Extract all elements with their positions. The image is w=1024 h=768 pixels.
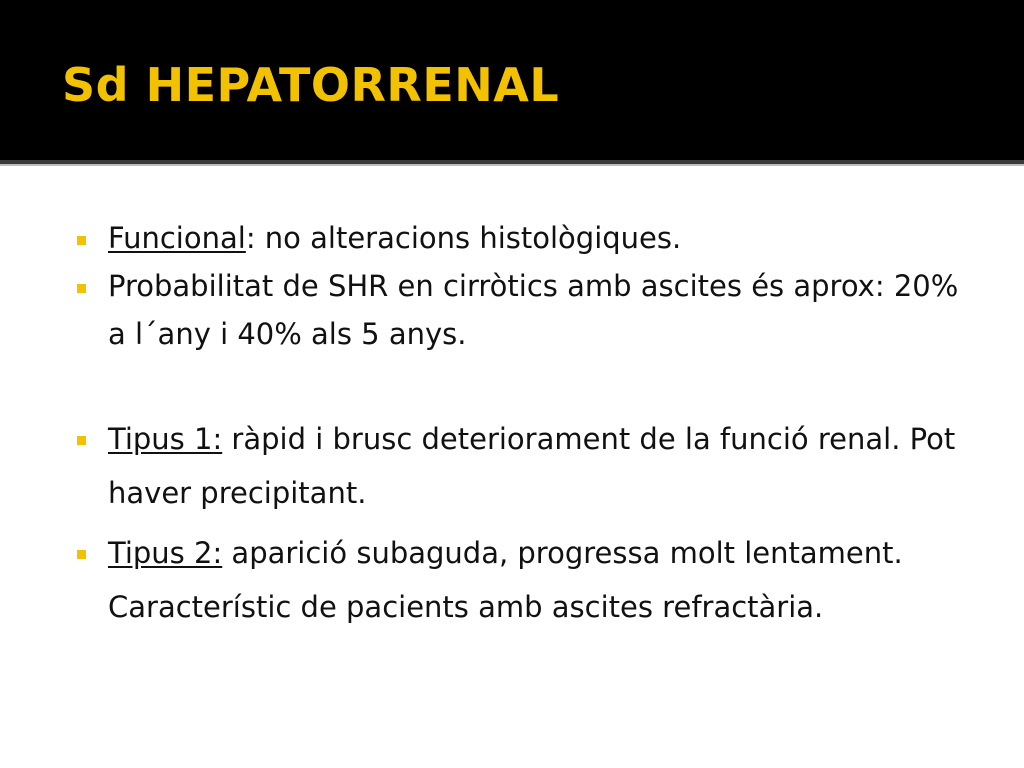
- square-bullet-icon: [77, 436, 86, 445]
- bullet-body: Probabilitat de SHR en cirròtics amb ascites és aprox: 20% a l´any i 40% als 5 anys.: [108, 269, 959, 351]
- bullet-text: [108, 262, 978, 358]
- bullet-text: [108, 214, 978, 262]
- slide-content: [0, 166, 1024, 768]
- bullet-lead-term: Tipus 2:: [108, 536, 223, 570]
- bullet-lead-term: Funcional: [108, 221, 246, 255]
- title-bar: [0, 0, 1024, 160]
- bullet-body: aparició subaguda, progressa molt lentament. Característic de pacients amb ascites refractària.: [108, 536, 903, 624]
- bullet-lead-term: Tipus 1:: [108, 422, 223, 456]
- square-bullet-icon: [77, 284, 86, 293]
- slide-title: Sd HEPATORRENAL: [62, 58, 560, 112]
- bullet-body: : no alteracions histològiques.: [245, 221, 682, 255]
- square-bullet-icon: [77, 236, 86, 245]
- bullet-body: ràpid i brusc deteriorament de la funció renal. Pot haver precipitant.: [108, 422, 956, 510]
- square-bullet-icon: [77, 550, 86, 559]
- bullet-text: [108, 526, 978, 634]
- bullet-text: [108, 412, 978, 520]
